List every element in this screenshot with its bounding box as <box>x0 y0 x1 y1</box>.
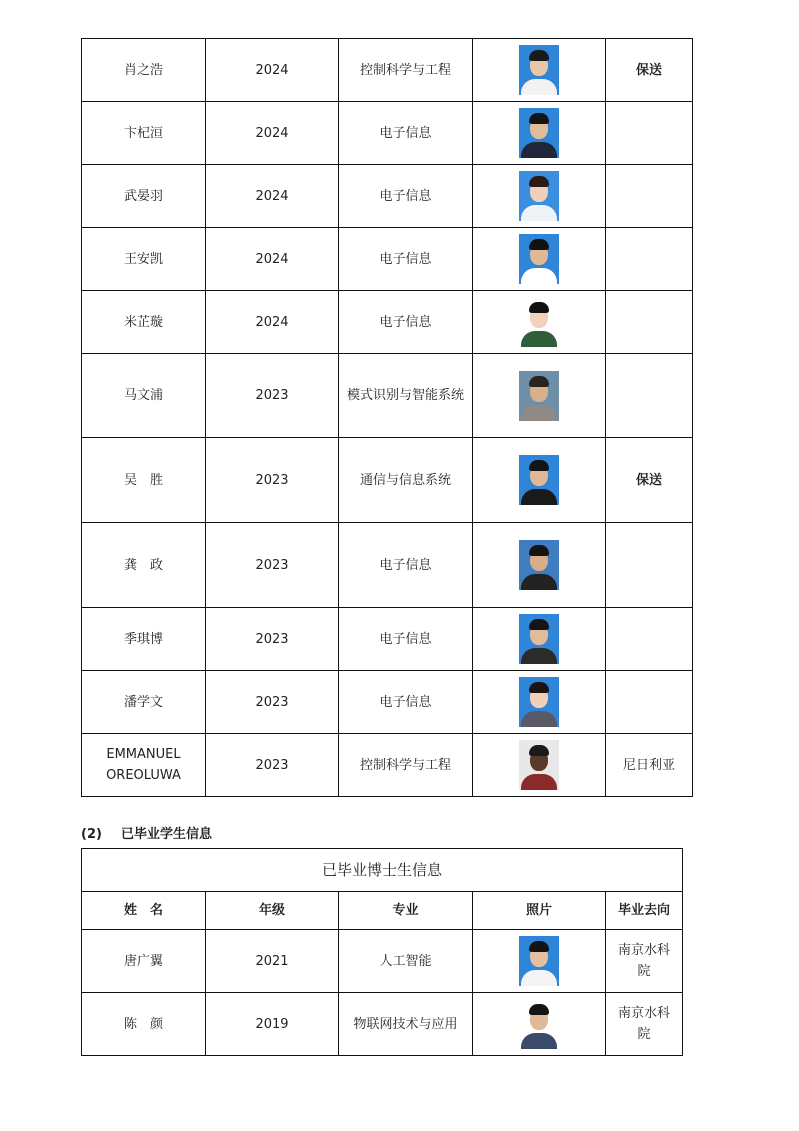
student-grade: 2023 <box>206 438 339 523</box>
photo-hair <box>529 619 549 630</box>
student-photo <box>519 936 559 986</box>
photo-hair <box>529 113 549 124</box>
graduate-grade: 2021 <box>206 930 339 993</box>
student-major: 电子信息 <box>339 523 473 608</box>
student-destination: 保送 <box>606 438 693 523</box>
section-number: (2) <box>81 827 102 842</box>
graduated-phd-table <box>81 848 683 1056</box>
student-destination <box>606 523 693 608</box>
photo-cell <box>473 671 606 734</box>
student-major: 电子信息 <box>339 228 473 291</box>
photo-cell <box>473 228 606 291</box>
section-title: 已毕业学生信息 <box>121 827 213 842</box>
photo-hair <box>529 745 549 756</box>
student-name: 肖之浩 <box>82 39 206 102</box>
photo-body <box>521 489 557 505</box>
student-grade: 2024 <box>206 165 339 228</box>
student-destination: 保送 <box>606 39 693 102</box>
student-name: 龚 政 <box>82 523 206 608</box>
photo-cell <box>473 608 606 671</box>
photo-cell <box>473 291 606 354</box>
graduate-name: 陈 颜 <box>82 993 206 1056</box>
student-destination: 尼日利亚 <box>606 734 693 797</box>
student-destination <box>606 228 693 291</box>
table-row <box>82 165 693 228</box>
student-photo <box>519 614 559 664</box>
photo-body <box>521 711 557 727</box>
photo-hair <box>529 1004 549 1015</box>
photo-cell <box>473 734 606 797</box>
graduated-table-title: 已毕业博士生信息 <box>82 849 683 892</box>
current-students-table <box>81 38 693 797</box>
student-photo <box>519 371 559 421</box>
student-major: 控制科学与工程 <box>339 39 473 102</box>
student-major: 电子信息 <box>339 102 473 165</box>
student-grade: 2023 <box>206 608 339 671</box>
header-destination: 毕业去向 <box>606 892 683 930</box>
student-name: 潘学文 <box>82 671 206 734</box>
table-row <box>82 354 693 438</box>
graduate-major: 人工智能 <box>339 930 473 993</box>
student-name: 王安凯 <box>82 228 206 291</box>
table-row <box>82 523 693 608</box>
photo-body <box>521 970 557 986</box>
photo-hair <box>529 682 549 693</box>
photo-cell <box>473 165 606 228</box>
photo-body <box>521 774 557 790</box>
student-name: 吴 胜 <box>82 438 206 523</box>
student-destination <box>606 354 693 438</box>
student-destination <box>606 291 693 354</box>
table-row <box>82 734 693 797</box>
table-row <box>82 291 693 354</box>
student-photo <box>519 234 559 284</box>
student-photo <box>519 540 559 590</box>
student-photo <box>519 677 559 727</box>
student-name: 马文浦 <box>82 354 206 438</box>
header-grade: 年级 <box>206 892 339 930</box>
table-row <box>82 671 693 734</box>
student-name: EMMANUEL OREOLUWA <box>82 734 206 797</box>
student-photo <box>519 455 559 505</box>
student-grade: 2023 <box>206 354 339 438</box>
student-name: 卞杞洹 <box>82 102 206 165</box>
student-grade: 2023 <box>206 523 339 608</box>
student-name: 武晏羽 <box>82 165 206 228</box>
student-grade: 2023 <box>206 734 339 797</box>
table-row <box>82 39 693 102</box>
student-destination <box>606 671 693 734</box>
photo-body <box>521 205 557 221</box>
photo-body <box>521 1033 557 1049</box>
table-row <box>82 228 693 291</box>
student-grade: 2024 <box>206 102 339 165</box>
photo-hair <box>529 176 549 187</box>
photo-hair <box>529 545 549 556</box>
graduate-name: 唐广翼 <box>82 930 206 993</box>
student-destination <box>606 102 693 165</box>
photo-cell <box>473 102 606 165</box>
photo-body <box>521 268 557 284</box>
photo-hair <box>529 376 549 387</box>
photo-hair <box>529 50 549 61</box>
student-destination <box>606 608 693 671</box>
photo-cell <box>473 354 606 438</box>
photo-body <box>521 405 557 421</box>
photo-cell <box>473 438 606 523</box>
photo-hair <box>529 239 549 250</box>
graduate-destination: 南京水科 院 <box>606 993 683 1056</box>
table-row <box>82 102 693 165</box>
photo-body <box>521 142 557 158</box>
graduate-grade: 2019 <box>206 993 339 1056</box>
table-row <box>82 438 693 523</box>
student-name: 米芷璇 <box>82 291 206 354</box>
table-row <box>82 608 693 671</box>
student-grade: 2023 <box>206 671 339 734</box>
header-photo: 照片 <box>473 892 606 930</box>
student-major: 电子信息 <box>339 291 473 354</box>
student-photo <box>519 999 559 1049</box>
student-photo <box>519 297 559 347</box>
student-photo <box>519 108 559 158</box>
student-major: 控制科学与工程 <box>339 734 473 797</box>
photo-cell <box>473 523 606 608</box>
table-row <box>82 993 683 1056</box>
student-grade: 2024 <box>206 291 339 354</box>
photo-body <box>521 648 557 664</box>
photo-hair <box>529 941 549 952</box>
student-photo <box>519 740 559 790</box>
student-major: 电子信息 <box>339 165 473 228</box>
photo-body <box>521 331 557 347</box>
student-name: 季琪博 <box>82 608 206 671</box>
student-photo <box>519 171 559 221</box>
graduated-students-body <box>82 930 683 1056</box>
student-photo <box>519 45 559 95</box>
photo-cell <box>473 930 606 993</box>
header-name: 姓 名 <box>82 892 206 930</box>
photo-body <box>521 574 557 590</box>
student-major: 通信与信息系统 <box>339 438 473 523</box>
student-grade: 2024 <box>206 39 339 102</box>
photo-hair <box>529 460 549 471</box>
student-major: 模式识别与智能系统 <box>339 354 473 438</box>
photo-hair <box>529 302 549 313</box>
graduate-major: 物联网技术与应用 <box>339 993 473 1056</box>
student-major: 电子信息 <box>339 671 473 734</box>
photo-cell <box>473 993 606 1056</box>
student-grade: 2024 <box>206 228 339 291</box>
student-destination <box>606 165 693 228</box>
section-heading <box>81 823 212 842</box>
photo-body <box>521 79 557 95</box>
photo-cell <box>473 39 606 102</box>
student-major: 电子信息 <box>339 608 473 671</box>
header-major: 专业 <box>339 892 473 930</box>
graduate-destination: 南京水科 院 <box>606 930 683 993</box>
current-students-body <box>82 39 693 797</box>
table-row <box>82 930 683 993</box>
